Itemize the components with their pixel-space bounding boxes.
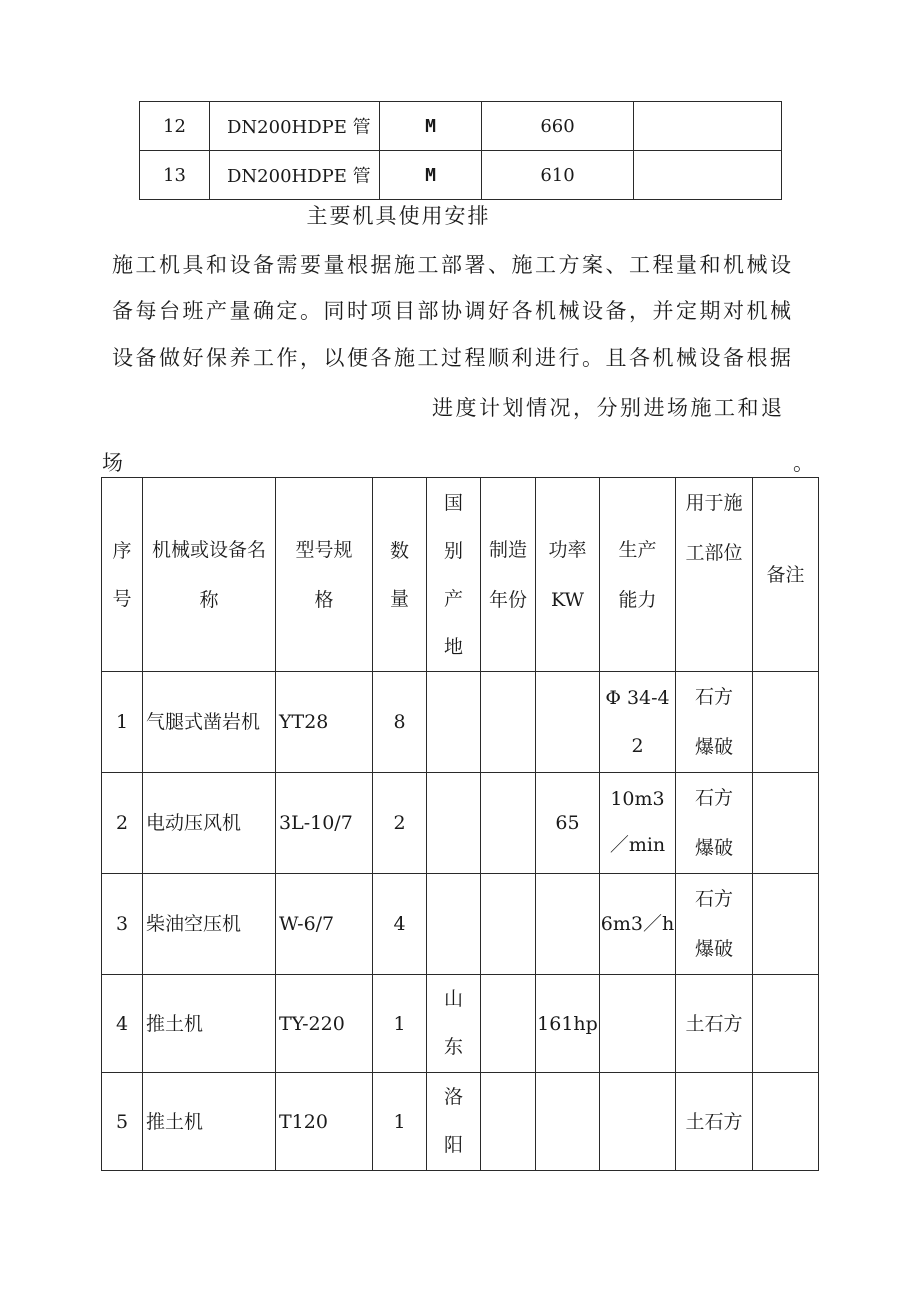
section-title: 主要机具使用安排: [306, 204, 491, 228]
model: 3L-10/7: [276, 773, 373, 874]
power: [536, 874, 600, 975]
remark: [753, 975, 819, 1073]
usage: 土石方: [676, 975, 753, 1073]
model: T120: [276, 1073, 373, 1171]
header-year: 制造年份: [481, 478, 536, 672]
unit: M: [380, 102, 482, 151]
usage: 土石方: [676, 1073, 753, 1171]
unit: M: [380, 151, 482, 200]
quantity: 1: [373, 1073, 427, 1171]
capacity: [600, 975, 676, 1073]
year: [481, 874, 536, 975]
paragraph-line: 施工机具和设备需要量根据施工部署、施工方案、工程量和机械设: [112, 253, 794, 277]
usage: 石方爆破: [676, 773, 753, 874]
year: [481, 773, 536, 874]
year: [481, 1073, 536, 1171]
power: 65: [536, 773, 600, 874]
model: YT28: [276, 672, 373, 773]
table-row: [140, 151, 782, 200]
row-number: 13: [140, 151, 210, 200]
origin: [427, 874, 481, 975]
table-row: [140, 102, 782, 151]
remark: [753, 773, 819, 874]
row-number: 5: [102, 1073, 143, 1171]
power: 161hp: [536, 975, 600, 1073]
year: [481, 975, 536, 1073]
equipment-name: 气腿式凿岩机: [143, 672, 276, 773]
note: [634, 102, 782, 151]
header-name: 机械或设备名称: [143, 478, 276, 672]
header-power: 功率KW: [536, 478, 600, 672]
equipment-name: 推土机: [143, 1073, 276, 1171]
row-number: 2: [102, 773, 143, 874]
year: [481, 672, 536, 773]
remark: [753, 1073, 819, 1171]
header-origin: 国别产地: [427, 478, 481, 672]
origin: 洛阳: [427, 1073, 481, 1171]
header-usage: 用于施工部位: [676, 478, 753, 672]
model: W-6/7: [276, 874, 373, 975]
quantity: 610: [482, 151, 634, 200]
table-header-row: [102, 478, 819, 672]
table-row: [102, 975, 819, 1073]
paragraph-period: 。: [793, 451, 814, 475]
paragraph-line: 场: [102, 451, 123, 475]
model: TY-220: [276, 975, 373, 1073]
origin: 山东: [427, 975, 481, 1073]
origin: [427, 672, 481, 773]
quantity: 660: [482, 102, 634, 151]
note: [634, 151, 782, 200]
header-qty: 数量: [373, 478, 427, 672]
table-row: [102, 672, 819, 773]
paragraph-line: 设备做好保养工作，以便各施工过程顺利进行。且各机械设备根据: [112, 346, 794, 370]
origin: [427, 773, 481, 874]
equipment-name: 电动压风机: [143, 773, 276, 874]
equipment-name: 推土机: [143, 975, 276, 1073]
row-number: 3: [102, 874, 143, 975]
remark: [753, 874, 819, 975]
capacity: Φ 34-42: [600, 672, 676, 773]
row-number: 12: [140, 102, 210, 151]
pipe-material-table: [139, 101, 782, 200]
paragraph-line: 进度计划情况，分别进场施工和退: [432, 396, 785, 420]
quantity: 4: [373, 874, 427, 975]
header-no: 序号: [102, 478, 143, 672]
row-number: 1: [102, 672, 143, 773]
paragraph-line: 备每台班产量确定。同时项目部协调好各机械设备，并定期对机械: [112, 299, 794, 323]
usage: 石方爆破: [676, 874, 753, 975]
table-row: [102, 874, 819, 975]
remark: [753, 672, 819, 773]
material-name: DN200HDPE 管: [210, 151, 380, 200]
equipment-name: 柴油空压机: [143, 874, 276, 975]
material-name: DN200HDPE 管: [210, 102, 380, 151]
table-row: [102, 773, 819, 874]
quantity: 1: [373, 975, 427, 1073]
header-remark: 备注: [753, 478, 819, 672]
table-row: [102, 1073, 819, 1171]
power: [536, 1073, 600, 1171]
row-number: 4: [102, 975, 143, 1073]
equipment-table: [101, 477, 819, 1171]
capacity: [600, 1073, 676, 1171]
capacity: 10m3／min: [600, 773, 676, 874]
header-capacity: 生产能力: [600, 478, 676, 672]
quantity: 8: [373, 672, 427, 773]
usage: 石方爆破: [676, 672, 753, 773]
power: [536, 672, 600, 773]
header-model: 型号规格: [276, 478, 373, 672]
quantity: 2: [373, 773, 427, 874]
capacity: 6m3／h: [600, 874, 676, 975]
